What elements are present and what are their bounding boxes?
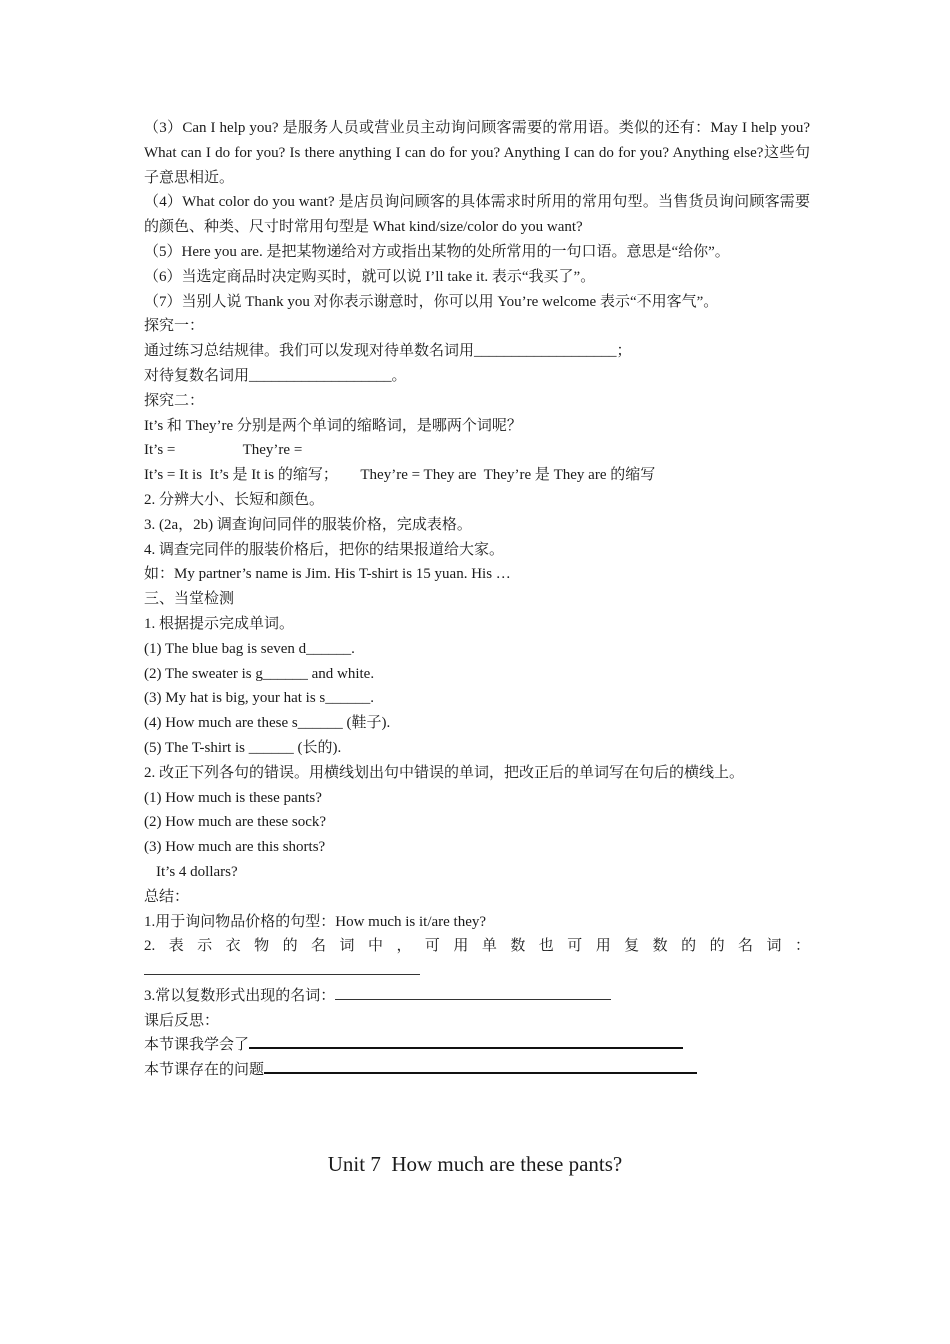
explore-2-answer: It’s = It is It’s 是 It is 的缩写； They’re = They are They’re 是 They are 的缩写 (144, 467, 656, 484)
explore-1-singular: 通过练习总结规律。我们可以发现对待单数名词用___________________； (144, 343, 632, 360)
exercise-1-item: (4) How much are these s______ (鞋子). (144, 715, 391, 732)
section-3-heading: 三、当堂检测 (144, 591, 235, 608)
explore-2-heading: 探究二： (144, 392, 205, 409)
note-7: （7）当别人说 Thank you 对你表示谢意时，你可以用 You’re welcome 表示“不用客气”。 (144, 293, 719, 310)
task-example: 如：My partner’s name is Jim. His T-shirt is 15 yuan. His … (144, 566, 511, 583)
exercise-1-item: (3) My hat is big, your hat is s______. (144, 690, 374, 707)
task-3: 3. (2a，2b) 调查询问同伴的服装价格，完成表格。 (144, 516, 472, 533)
exercise-2-item: It’s 4 dollars? (156, 863, 238, 880)
exercise-1-item: (2) The sweater is g______ and white. (144, 665, 375, 682)
note-6: （6）当选定商品时决定购买时，就可以说 I’ll take it. 表示“我买了”。 (144, 268, 596, 285)
unit-title: Unit 7 How much are these pants? (327, 1152, 623, 1176)
exercise-2-item: (2) How much are these sock? (144, 814, 327, 831)
summary-2-blank (144, 959, 810, 984)
reflection-heading: 课后反思： (144, 1012, 220, 1029)
exercise-1-item: (1) The blue bag is seven d______. (144, 640, 355, 657)
exercise-2-item: (3) How much are this shorts? (144, 839, 326, 856)
exercise-1-heading: 1. 根据提示完成单词。 (144, 615, 295, 632)
summary-1: 1.用于询问物品价格的句型：How much is it/are they? (144, 913, 487, 930)
summary-heading: 总结： (144, 888, 190, 905)
exercise-2-heading: 2. 改正下列各句的错误。用横线划出句中错误的单词，把改正后的单词写在句后的横线上。 (144, 764, 745, 781)
summary-3: 3.常以复数形式出现的名词： (144, 984, 810, 1009)
task-2: 2. 分辨大小、长短和颜色。 (144, 491, 325, 508)
summary-2: 2.表示衣物的名词中，可用单数也可用复数的的名词： (144, 938, 810, 955)
exercise-1-item: (5) The T-shirt is ______ (长的). (144, 739, 342, 756)
document-body (144, 116, 810, 1083)
note-4: （4）What color do you want? 是店员询问顾客的具体需求时所用的常用句型。当售货员询问顾客需要的颜色、种类、尺寸时常用句型是 What kind/size/color do you want? (144, 194, 810, 236)
exercise-2-item: (1) How much is these pants? (144, 789, 322, 806)
reflection-problems: 本节课存在的问题 (144, 1058, 810, 1083)
note-3: （3）Can I help you? 是服务人员或营业员主动询问顾客需要的常用语。类似的还有：May I help you? What can I do for you? Is there anything I can do for you? Anything I can do for you? Anything else?这些句子意思相近。 (144, 120, 810, 186)
explore-2-blank: It’s = They’re = (144, 442, 303, 459)
reflection-learned: 本节课我学会了 (144, 1033, 810, 1058)
explore-1-plural: 对待复数名词用___________________。 (144, 367, 407, 384)
note-5: （5）Here you are. 是把某物递给对方或指出某物的处所常用的一句口语。意思是“给你”。 (144, 243, 730, 260)
task-4: 4. 调查完同伴的服装价格后，把你的结果报道给大家。 (144, 541, 505, 558)
explore-1-heading: 探究一： (144, 318, 205, 335)
explore-2-question: It’s 和 They’re 分别是两个单词的缩略词，是哪两个词呢？ (144, 417, 522, 434)
